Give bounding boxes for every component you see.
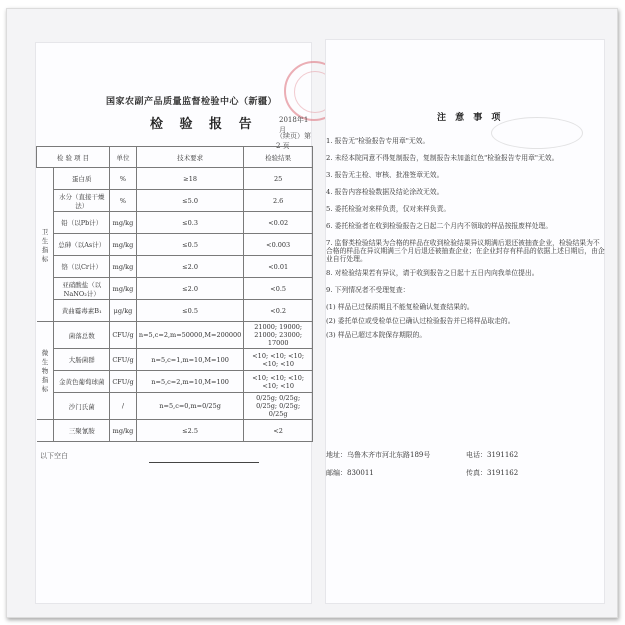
note-item: 8. 对检验结果若有异议，请于收到报告之日起十五日内向我单位提出。 — [326, 269, 539, 277]
item-name: 铅（以Pb计） — [54, 212, 110, 234]
item-result: <2 — [244, 420, 313, 442]
item-requirement: ≤5.0 — [136, 190, 243, 212]
header-requirement: 技术要求 — [136, 147, 243, 168]
note-item: 6. 委托检验者在收到检验报告之日起二个月内不领取的样品按报废样处理。 — [326, 222, 553, 230]
item-name: 三聚氰胺 — [54, 420, 110, 442]
note-subitem: (3) 样品已超过本院保存期限的。 — [326, 331, 427, 339]
item-result: 25 — [244, 168, 313, 190]
table-row — [37, 190, 313, 212]
notice-page-right — [325, 39, 605, 604]
item-requirement: n=5,c=1,m=10,M=100 — [136, 349, 243, 371]
item-result: 0/25g; 0/25g; 0/25g; 0/25g; 0/25g — [244, 393, 313, 420]
signature-line — [149, 462, 259, 463]
item-unit: CFU/g — [110, 322, 137, 349]
header-result: 检验结果 — [244, 147, 313, 168]
item-requirement: ≤2.0 — [136, 256, 243, 278]
table-row — [37, 234, 313, 256]
table-row — [37, 371, 313, 393]
item-unit: % — [110, 168, 137, 190]
table-row — [37, 349, 313, 371]
item-name: 铬（以Cr计） — [54, 256, 110, 278]
item-unit: % — [110, 190, 137, 212]
item-requirement: ≤2.0 — [136, 278, 243, 300]
report-title: 检 验 报 告 — [150, 117, 258, 132]
note-subitem: (1) 样品已过保质期且不能复检确认复查结果的。 — [326, 303, 474, 311]
center-name: 国家农副产品质量监督检验中心（新疆） — [106, 97, 278, 107]
item-result: <0.5 — [244, 278, 313, 300]
item-result: <0.01 — [244, 256, 313, 278]
note-item: 3. 报告无主检、审核、批准签章无效。 — [326, 171, 444, 179]
contact-fax: 传真：3191162 — [466, 469, 519, 477]
table-row — [37, 322, 313, 349]
item-name: 黄曲霉毒素B₁ — [54, 300, 110, 322]
item-name: 亚硝酸盐（以NaNO₂计） — [54, 278, 110, 300]
item-unit: CFU/g — [110, 349, 137, 371]
item-name: 蛋白质 — [54, 168, 110, 190]
item-result: <10; <10; <10; <10; <10 — [244, 349, 313, 371]
item-unit: CFU/g — [110, 371, 137, 393]
item-name: 大肠菌群 — [54, 349, 110, 371]
item-result: <0.2 — [244, 300, 313, 322]
report-page-left — [35, 42, 312, 604]
item-requirement: ≤0.3 — [136, 212, 243, 234]
item-requirement: ≤0.5 — [136, 234, 243, 256]
item-unit: mg/kg — [110, 420, 137, 442]
item-unit: mg/kg — [110, 212, 137, 234]
table-row — [37, 278, 313, 300]
item-result: <0.02 — [244, 212, 313, 234]
contact-phone: 电话：3191162 — [466, 451, 519, 459]
page-info: （续页）第 2 页 — [276, 132, 311, 150]
report-date: 2018年1月 — [279, 116, 309, 134]
item-name: 水分（直接干燥法） — [54, 190, 110, 212]
table-row — [37, 393, 313, 420]
item-requirement: ≤2.5 — [136, 420, 243, 442]
item-unit: / — [110, 393, 137, 420]
table-row — [37, 212, 313, 234]
note-item: 9. 下列情况者不受理复查： — [326, 286, 410, 294]
photo-frame — [6, 8, 618, 618]
group-label: 卫生指标 — [37, 168, 54, 322]
contact-postcode: 邮编：830011 — [326, 469, 374, 477]
table-row — [37, 168, 313, 190]
note-item: 1. 报告无"检验报告专用章"无效。 — [326, 137, 430, 145]
table-header-row — [37, 147, 313, 168]
note-item: 5. 委托检验对来样负责，仅对来样负责。 — [326, 205, 451, 213]
note-item: 4. 报告内容检验数据及结论涂改无效。 — [326, 188, 444, 196]
header-item: 检 验 项 目 — [37, 147, 110, 168]
group-label: 微生物指标 — [37, 322, 54, 420]
contact-address: 地址：乌鲁木齐市河北东路189号 — [326, 451, 431, 459]
table-row — [37, 300, 313, 322]
item-unit: mg/kg — [110, 234, 137, 256]
item-result: <10; <10; <10; <10; <10 — [244, 371, 313, 393]
item-unit: mg/kg — [110, 256, 137, 278]
item-requirement: ≤0.5 — [136, 300, 243, 322]
notes-list — [326, 137, 606, 345]
notice-title: 注 意 事 项 — [437, 113, 504, 123]
item-name: 沙门氏菌 — [54, 393, 110, 420]
item-unit: mg/kg — [110, 278, 137, 300]
note-item: 2. 未经本院同意不得复制报告，复制报告未加盖红色"检验报告专用章"无效。 — [326, 154, 559, 162]
item-requirement: ≥18 — [136, 168, 243, 190]
note-subitem: (2) 委托单位或受检单位已确认过检验报告并已将样品取走的。 — [326, 317, 515, 325]
note-item: 7. 监督类检验结果为合格的样品在收到检验结果异议期满后退还被抽查企业，检验结果为不合格的样品在异议期满三个月后退还被抽查企业；在企业封存有样品的依据上述日期后，由企业自行处理。 — [326, 239, 605, 263]
item-requirement: n=5,c=2,m=10,M=100 — [136, 371, 243, 393]
item-result: 21000; 19000; 21000; 23000; 17000 — [244, 322, 313, 349]
item-result: <0.003 — [244, 234, 313, 256]
item-name: 菌落总数 — [54, 322, 110, 349]
table-row — [37, 420, 313, 442]
item-unit: μg/kg — [110, 300, 137, 322]
item-requirement: n=5,c=2,m=50000,M=200000 — [136, 322, 243, 349]
group-label — [37, 420, 54, 442]
item-result: 2.6 — [244, 190, 313, 212]
item-name: 金黄色葡萄球菌 — [54, 371, 110, 393]
results-table — [36, 146, 313, 442]
item-requirement: n=5,c=0,m=0/25g — [136, 393, 243, 420]
footnote: 以下空白 — [40, 452, 68, 460]
header-unit: 单位 — [110, 147, 137, 168]
item-name: 总砷（以As计） — [54, 234, 110, 256]
table-row — [37, 256, 313, 278]
